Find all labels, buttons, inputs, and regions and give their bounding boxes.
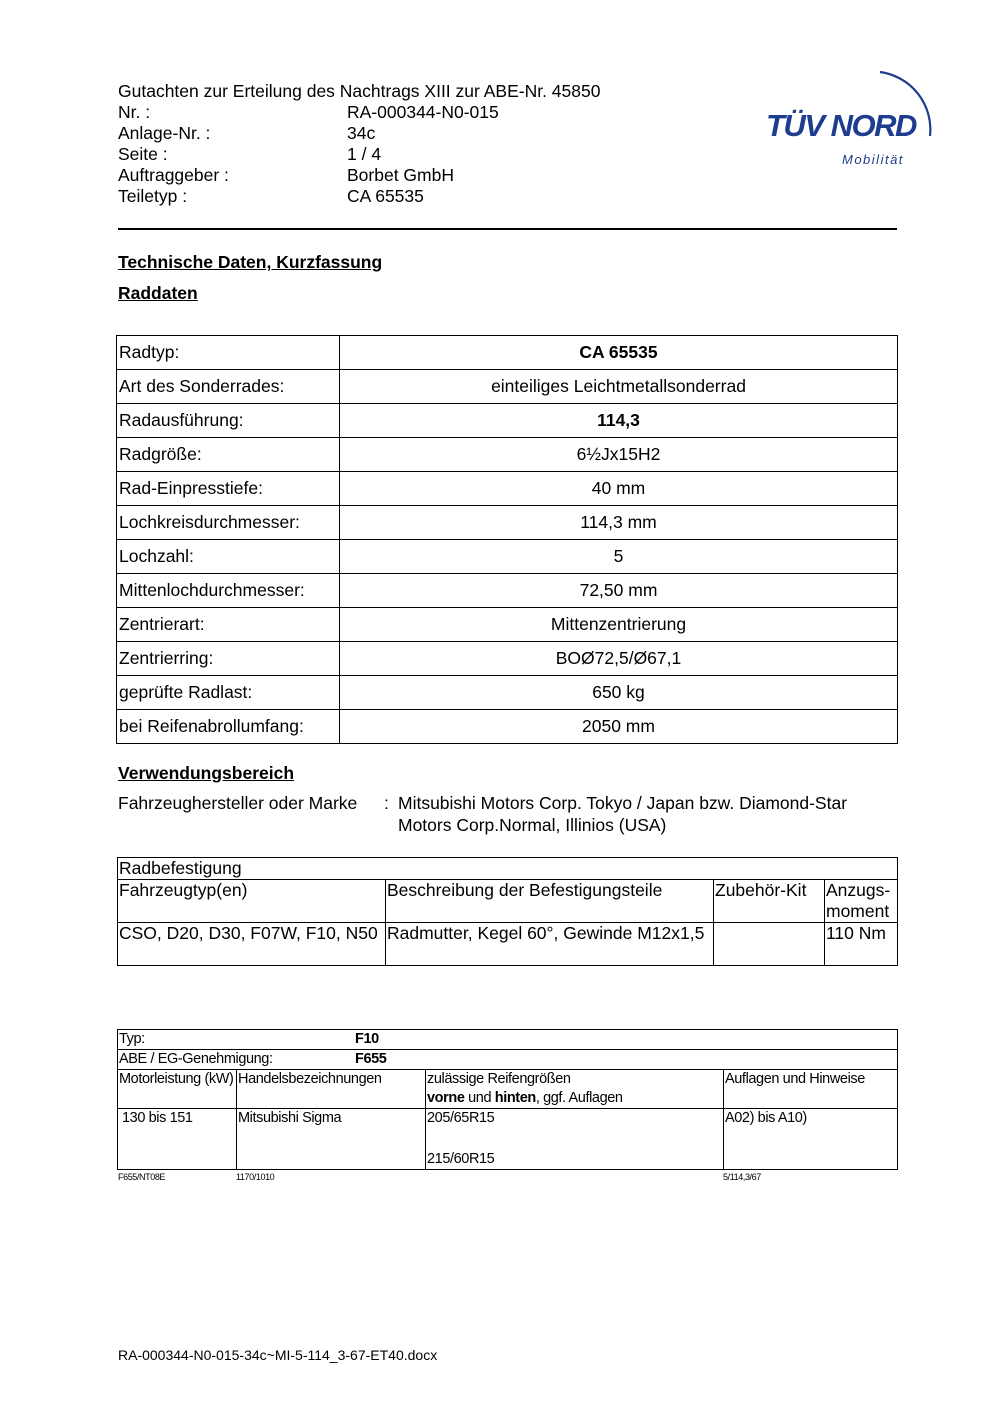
- wheel-value: CA 65535: [340, 336, 898, 370]
- wheel-value: 650 kg: [340, 676, 898, 710]
- header-value: RA-000344-N0-015: [347, 102, 499, 122]
- verwendung-colon: :: [384, 793, 389, 813]
- header-reifen-vorne: vorne: [427, 1090, 465, 1106]
- verwendung-value: Mitsubishi Motors Corp. Tokyo / Japan bzw. Diamond-Star Motors Corp.Normal, Illinios (USA): [398, 793, 848, 835]
- section-tech: Technische Daten, Kurzfassung: [118, 252, 383, 272]
- header-value: 34c: [347, 123, 376, 143]
- header-reifen-line1: zulässige Reifengrößen: [427, 1071, 571, 1087]
- table-foot-code-3: 5/114,3/67: [723, 1172, 761, 1182]
- header-reifen-und: und: [464, 1090, 495, 1106]
- header-key: Teiletyp :: [118, 186, 188, 206]
- fastening-cell-torque: 110 Nm: [825, 923, 898, 966]
- cell-reifen-2: 215/60R15: [427, 1151, 495, 1167]
- header-handel: Handelsbezeichnungen: [237, 1070, 426, 1109]
- cell-auflagen: A02) bis A10): [724, 1109, 898, 1170]
- fastening-cell-kit: [714, 923, 825, 966]
- header-row-auftraggeber: [118, 165, 600, 186]
- table-foot-code-1: F655/NT08E: [118, 1172, 166, 1182]
- type-row: [118, 1030, 898, 1050]
- fastening-header-description: Beschreibung der Befestigungsteile: [386, 880, 714, 923]
- header-reifen-line2: [427, 1089, 722, 1108]
- header-row-seite: [118, 144, 600, 165]
- cell-handel: Mitsubishi Sigma: [237, 1109, 426, 1170]
- section-raddaten: Raddaten: [118, 283, 198, 303]
- header-key: Seite :: [118, 144, 168, 164]
- wheel-row: [117, 642, 898, 676]
- wheel-row: [117, 540, 898, 574]
- wheel-value: Mittenzentrierung: [340, 608, 898, 642]
- header-row-nr: [118, 102, 600, 123]
- approval-value: F655: [355, 1051, 387, 1067]
- wheel-value: 40 mm: [340, 472, 898, 506]
- wheel-label: Lochzahl:: [117, 540, 340, 574]
- wheel-value: 6½Jx15H2: [340, 438, 898, 472]
- fastening-header-torque: Anzugs-moment: [825, 880, 898, 923]
- logo-brand: TÜV NORD: [766, 108, 916, 143]
- cell-reifen-1: 205/65R15: [427, 1110, 495, 1126]
- type-value: F10: [355, 1031, 379, 1047]
- wheel-label: Rad-Einpresstiefe:: [117, 472, 340, 506]
- wheel-value: 2050 mm: [340, 710, 898, 744]
- wheel-value: BOØ72,5/Ø67,1: [340, 642, 898, 676]
- wheel-value: 72,50 mm: [340, 574, 898, 608]
- wheel-label: geprüfte Radlast:: [117, 676, 340, 710]
- logo-subtitle: Mobilität: [842, 152, 904, 167]
- header-key: Nr. :: [118, 102, 151, 122]
- header-divider: [118, 228, 897, 230]
- wheel-label: Art des Sonderrades:: [117, 370, 340, 404]
- wheel-label: Radgröße:: [117, 438, 340, 472]
- wheel-row: [117, 710, 898, 744]
- wheel-label: Radausführung:: [117, 404, 340, 438]
- header-reifen-hinten: hinten: [494, 1090, 536, 1106]
- wheel-row: [117, 506, 898, 540]
- wheel-row: [117, 336, 898, 370]
- document-title: Gutachten zur Erteilung des Nachtrags XIII zur ABE-Nr. 45850: [118, 81, 601, 101]
- approval-label: ABE / EG-Genehmigung:: [119, 1051, 273, 1067]
- page-footer-filename: RA-000344-N0-015-34c~MI-5-114_3-67-ET40.docx: [118, 1347, 438, 1363]
- verwendung-row: [118, 792, 878, 836]
- fastening-header-type: Fahrzeugtyp(en): [118, 880, 386, 923]
- header-row-teiletyp: [118, 186, 600, 207]
- wheel-label: Lochkreisdurchmesser:: [117, 506, 340, 540]
- tuv-nord-logo: [760, 58, 940, 170]
- approval-row: [118, 1050, 898, 1070]
- header-key: Auftraggeber :: [118, 165, 229, 185]
- wheel-data-table: [116, 335, 898, 744]
- header-value: 1 / 4: [347, 144, 382, 164]
- document-header: [118, 81, 600, 207]
- cell-motor: 130 bis 151: [118, 1109, 237, 1170]
- header-auflagen: Auflagen und Hinweise: [724, 1070, 898, 1109]
- wheel-value: 114,3: [340, 404, 898, 438]
- type-table: [117, 1029, 898, 1170]
- wheel-label: Mittenlochdurchmesser:: [117, 574, 340, 608]
- header-row-anlage: [118, 123, 600, 144]
- header-motor: Motorleistung (kW): [118, 1070, 237, 1109]
- cell-reifen: [426, 1109, 724, 1170]
- type-label: Typ:: [119, 1031, 145, 1047]
- header-reifen: [426, 1070, 724, 1109]
- wheel-label: bei Reifenabrollumfang:: [117, 710, 340, 744]
- header-value: Borbet GmbH: [347, 165, 454, 185]
- wheel-row: [117, 574, 898, 608]
- wheel-label: Radtyp:: [117, 336, 340, 370]
- wheel-row: [117, 608, 898, 642]
- wheel-row: [117, 404, 898, 438]
- fastening-table: [117, 857, 898, 966]
- wheel-row: [117, 438, 898, 472]
- section-verwendung: Verwendungsbereich: [118, 763, 295, 783]
- fastening-title: Radbefestigung: [118, 858, 898, 880]
- header-value: CA 65535: [347, 186, 424, 206]
- verwendung-label: Fahrzeughersteller oder Marke: [118, 793, 358, 813]
- header-key: Anlage-Nr. :: [118, 123, 211, 143]
- wheel-label: Zentrierring:: [117, 642, 340, 676]
- wheel-row: [117, 472, 898, 506]
- fastening-cell-type: CSO, D20, D30, F07W, F10, N50: [118, 923, 386, 966]
- wheel-value: 5: [340, 540, 898, 574]
- header-reifen-auflagen: , ggf. Auflagen: [535, 1090, 623, 1106]
- wheel-row: [117, 676, 898, 710]
- table-foot-code-2: 1170/1010: [236, 1172, 275, 1182]
- wheel-label: Zentrierart:: [117, 608, 340, 642]
- wheel-row: [117, 370, 898, 404]
- fastening-header-kit: Zubehör-Kit: [714, 880, 825, 923]
- wheel-value: einteiliges Leichtmetallsonderrad: [340, 370, 898, 404]
- wheel-value: 114,3 mm: [340, 506, 898, 540]
- fastening-cell-description: Radmutter, Kegel 60°, Gewinde M12x1,5: [386, 923, 714, 966]
